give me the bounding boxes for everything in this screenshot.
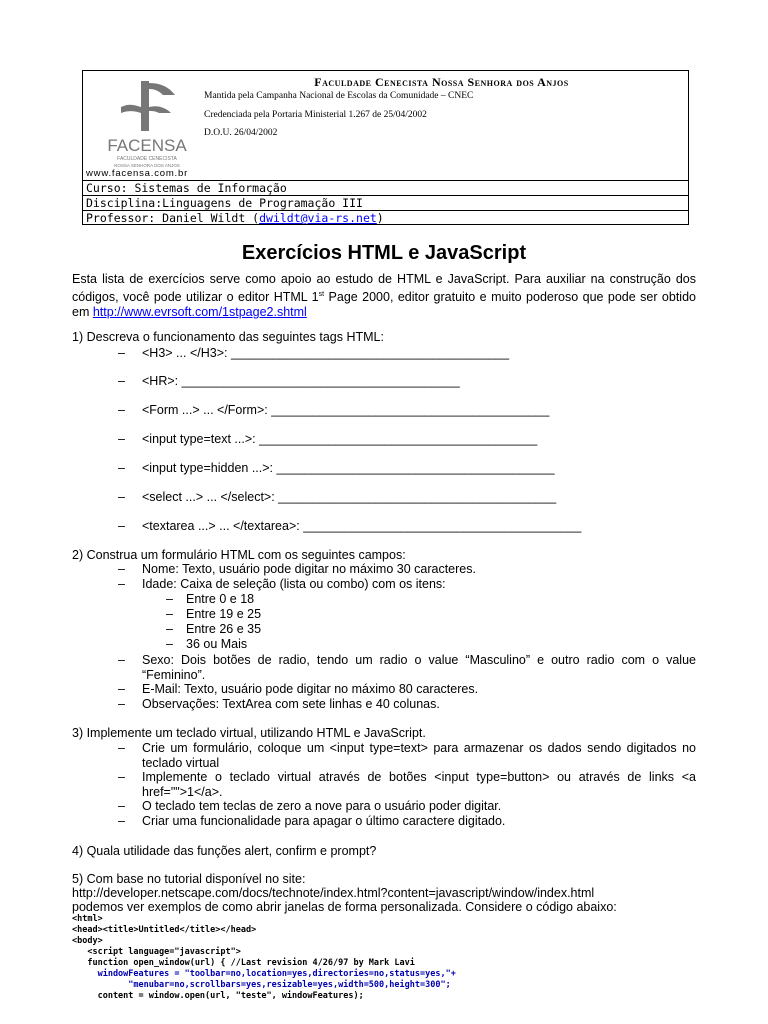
q2-item-sexo: – Sexo: Dois botões de radio, tendo um radio o value “Masculino” e outro radio com o value “Feminino”.: [118, 653, 696, 682]
idade-option: – Entre 26 e 35: [166, 622, 262, 636]
q1-item-text: <textarea ...> ... </textarea>: ________________________________________: [142, 519, 582, 533]
idade-option: – Entre 0 e 18: [166, 592, 255, 606]
q3-item-text: Criar uma funcionalidade para apagar o último caractere digitado.: [142, 814, 506, 828]
q1-item-h3: – <H3> ... </H3>: ________________________________________: [118, 346, 510, 360]
question-4-title: 4) Quala utilidade das funções alert, confirm e prompt?: [72, 844, 377, 858]
professor-suffix: ): [376, 211, 384, 225]
svg-text:FACULDADE CENECISTA: FACULDADE CENECISTA: [117, 156, 177, 162]
page-title: Exercícios HTML e JavaScript: [241, 242, 527, 264]
professor-label: Professor: Daniel Wildt (: [86, 211, 260, 225]
code-line: windowFeatures = "toolbar=no,location=yes,directories=no,status=yes,"+: [72, 969, 456, 979]
q3-item-text: Implemente o teclado virtual através de botões <input type=button> ou através de links <a href="">1</a>.: [142, 770, 696, 799]
q1-item-hr: – <HR>: ________________________________________: [118, 374, 460, 388]
professor-email-link[interactable]: dwildt@via-rs.net: [259, 211, 377, 225]
code-line: <head><title>Untitled</title></head>: [72, 925, 257, 935]
q2-item-idade: – Idade: Caixa de seleção (lista ou combo) com os itens:: [118, 577, 446, 591]
discipline-row: Disciplina:Linguagens de Programação III: [83, 195, 688, 211]
q1-item-text: <select ...> ... </select>: ________________________________________: [142, 490, 557, 504]
professor-row: [83, 210, 688, 226]
intro-paragraph: [72, 272, 696, 320]
q2-item-nome: – Nome: Texto, usuário pode digitar no máximo 30 caracteres.: [118, 562, 476, 576]
q1-item-text: <HR>: ________________________________________: [142, 374, 460, 388]
idade-option-text: Entre 0 e 18: [186, 592, 255, 606]
question-3-title: 3) Implemente um teclado virtual, utilizando HTML e JavaScript.: [72, 726, 426, 740]
idade-option-text: Entre 19 e 25: [186, 607, 262, 621]
q1-item-form: – <Form ...> ... </Form>: ________________________________________: [118, 403, 550, 417]
idade-option: – 36 ou Mais: [166, 637, 248, 651]
q2-item-text: Nome: Texto, usuário pode digitar no máximo 30 caracteres.: [142, 562, 476, 576]
q2-item-email: – E-Mail: Texto, usuário pode digitar no máximo 80 caracteres.: [118, 682, 479, 696]
q1-item-text: <input type=text ...>: ________________________________________: [142, 432, 538, 446]
q2-item-text: Sexo: Dois botões de radio, tendo um radio o value “Masculino” e outro radio com o value “Feminino”.: [142, 653, 696, 682]
q2-item-text: Observações: TextArea com sete linhas e 40 colunas.: [142, 697, 440, 711]
code-line: <html>: [72, 914, 103, 924]
intro-text-1: Esta lista de exercícios serve como apoio ao estudo de HTML e JavaScript. Para auxiliar na construção dos códigos, você pode utilizar o editor HTML 1: [72, 272, 696, 305]
code-line: "menubar=no,scrollbars=yes,resizable=yes,width=500,height=300";: [72, 980, 451, 990]
q1-item-textarea: – <textarea ...> ... </textarea>: ________________________________________: [118, 519, 582, 533]
q2-item-obs: – Observações: TextArea com sete linhas e 40 colunas.: [118, 697, 440, 711]
idade-option-text: 36 ou Mais: [186, 637, 248, 651]
q3-item-form: – Crie um formulário, coloque um <input type=text> para armazenar os dados sendo digitados no teclado virtual: [118, 741, 696, 770]
question-5-text: podemos ver exemplos de como abrir janelas de forma personalizada. Considere o código abaixo:: [72, 900, 617, 914]
question-5-url: http://developer.netscape.com/docs/technote/index.html?content=javascript/window/index.html: [72, 886, 595, 900]
code-line: <body>: [72, 936, 103, 946]
q3-item-delete: – Criar uma funcionalidade para apagar o último caractere digitado.: [118, 814, 506, 828]
institution-header: [82, 70, 689, 225]
idade-option-text: Entre 26 e 35: [186, 622, 262, 636]
course-row: Curso: Sistemas de Informação: [83, 180, 688, 196]
q1-item-input-hidden: – <input type=hidden ...>: ________________________________________: [118, 461, 555, 475]
question-5-title: 5) Com base no tutorial disponível no site:: [72, 872, 306, 886]
intro-sup: st: [318, 291, 325, 298]
question-1-title: 1) Descreva o funcionamento das seguintes tags HTML:: [72, 330, 384, 344]
svg-text:NOSSA SENHORA DOS ANJOS: NOSSA SENHORA DOS ANJOS: [114, 163, 180, 168]
intro-text-2: Page 2000, editor gratuito e muito poderoso que pode ser obtido em: [72, 290, 696, 320]
q1-item-text: <H3> ... </H3>: ________________________________________: [142, 346, 510, 360]
question-2-title: 2) Construa um formulário HTML com os seguintes campos:: [72, 548, 406, 562]
q1-item-text: <input type=hidden ...>: ________________________________________: [142, 461, 555, 475]
institution-line-1: Mantida pela Campanha Nacional de Escolas da Comunidade – CNEC: [204, 91, 474, 101]
q3-item-text: Crie um formulário, coloque um <input type=text> para armazenar os dados sendo digitados no teclado virtual: [142, 741, 696, 770]
institution-line-3: D.O.U. 26/04/2002: [204, 128, 278, 138]
q3-item-text: O teclado tem teclas de zero a nove para o usuário poder digitar.: [142, 799, 502, 813]
q3-item-keys: – O teclado tem teclas de zero a nove para o usuário poder digitar.: [118, 799, 502, 813]
q1-item-input-text: – <input type=text ...>: ________________________________________: [118, 432, 538, 446]
facensa-logo: [103, 77, 191, 169]
code-line: content = window.open(url, "teste", windowFeatures);: [72, 991, 364, 1001]
editor-download-link[interactable]: http://www.evrsoft.com/1stpage2.shtml: [92, 305, 307, 320]
q2-item-text: Idade: Caixa de seleção (lista ou combo) com os itens:: [142, 577, 446, 591]
q1-item-select: – <select ...> ... </select>: ________________________________________: [118, 490, 557, 504]
institution-name: Faculdade Cenecista Nossa Senhora dos Anjos: [314, 75, 569, 89]
q2-item-text: E-Mail: Texto, usuário pode digitar no máximo 80 caracteres.: [142, 682, 479, 696]
institution-line-2: Credenciada pela Portaria Ministerial 1.267 de 25/04/2002: [204, 110, 427, 120]
q3-item-keyboard: – Implemente o teclado virtual através de botões <input type=button> ou através de links <a href="">1</a>.: [118, 770, 696, 799]
code-line: <script language="javascript">: [72, 947, 241, 957]
q1-item-text: <Form ...> ... </Form>: ________________________________________: [142, 403, 550, 417]
code-line: function open_window(url) { //Last revision 4/26/97 by Mark Lavi: [72, 958, 415, 968]
idade-option: – Entre 19 e 25: [166, 607, 262, 621]
svg-text:FACENSA: FACENSA: [107, 136, 187, 155]
website-text: www.facensa.com.br: [86, 168, 189, 179]
